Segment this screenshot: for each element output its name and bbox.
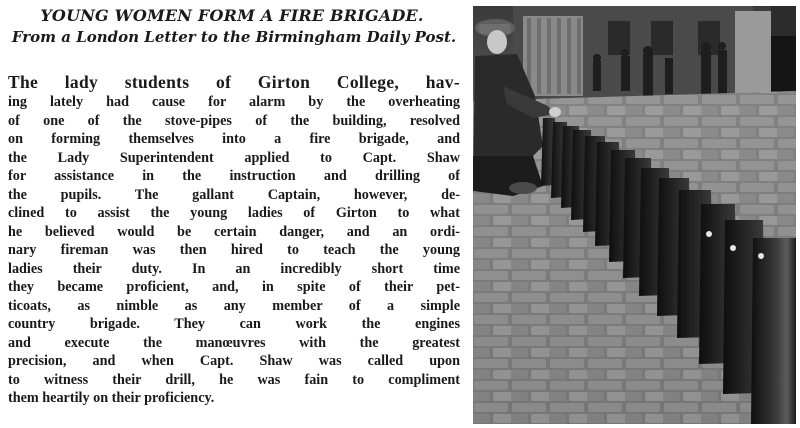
- article-line: the pupils. The gallant Captain, however, de-: [8, 186, 460, 203]
- article-line: they became proficient, and, in spite of their pet-: [8, 279, 460, 295]
- article-line: he believed would be certain danger, and an ordi-: [8, 223, 460, 240]
- article-line: clined to assist the young ladies of Girton to what: [8, 205, 460, 221]
- article-line: precision, and when Capt. Shaw was called upon: [8, 353, 460, 369]
- photo-illustration: [473, 6, 796, 424]
- article-line: of one of the stove-pipes of the building, resolved: [8, 112, 460, 129]
- boots-photograph: [473, 6, 796, 424]
- article-line: the Lady Superintendent applied to Capt. Shaw: [8, 149, 460, 166]
- article-line: nary fireman was then hired to teach the young: [8, 242, 460, 258]
- article-line: The lady students of Girton College, hav-: [8, 72, 460, 92]
- article-line: and execute the manœuvres with the greatest: [8, 334, 460, 351]
- article-line: country brigade. They can work the engines: [8, 316, 460, 332]
- article-body: [8, 72, 460, 408]
- article-headline: YOUNG WOMEN FORM A FIRE BRIGADE.: [40, 6, 424, 25]
- article-line: for assistance in the instruction and drilling of: [8, 168, 460, 184]
- article-line: on forming themselves into a fire brigade, and: [8, 131, 460, 147]
- article-subhead: From a London Letter to the Birmingham Daily Post.: [11, 28, 457, 46]
- article-line: to witness their drill, he was fain to compliment: [8, 371, 460, 388]
- article-line: ladies their duty. In an incredibly short time: [8, 260, 460, 277]
- article-line: them heartily on their proficiency.: [8, 390, 215, 406]
- article-line: ing lately had cause for alarm by the overheating: [8, 94, 460, 110]
- article-line: ticoats, as nimble as any member of a simple: [8, 297, 460, 314]
